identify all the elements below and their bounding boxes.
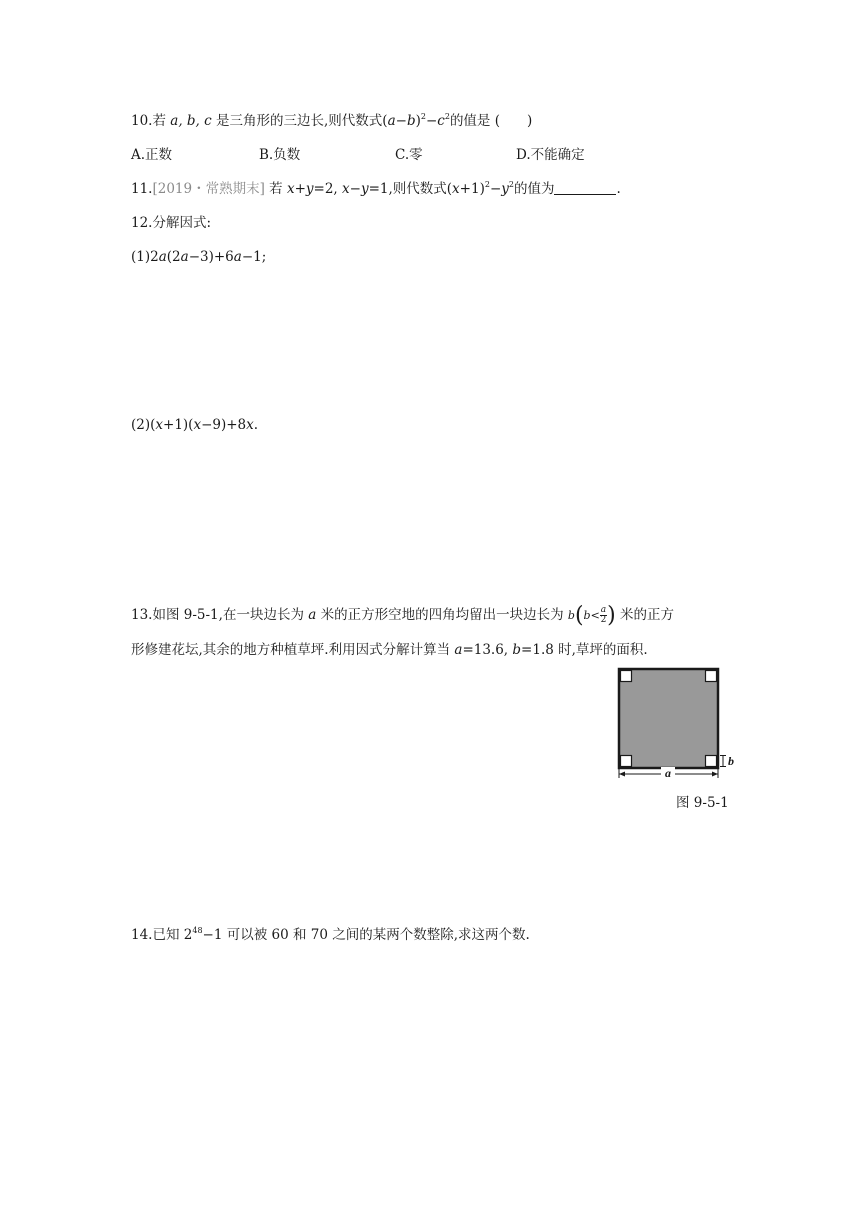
fraction-numerator: a xyxy=(600,605,607,615)
option-a[interactable]: A.正数 xyxy=(131,147,173,163)
q12-text: . xyxy=(253,417,259,433)
q10-paren: ) xyxy=(415,113,421,129)
q14-exponent: 48 xyxy=(192,926,203,935)
q11-var-x: x xyxy=(452,181,460,197)
arrow-left-icon xyxy=(619,772,625,777)
square-lawn-figure xyxy=(616,666,736,784)
corner-flowerbed xyxy=(706,671,717,682)
q10-minus: − xyxy=(395,113,407,129)
question-14-stem xyxy=(131,926,530,944)
q13-text: 13.如图 9-5-1,在一块边长为 xyxy=(131,607,309,623)
label-a: a xyxy=(665,766,671,780)
q10-var-a: a xyxy=(387,113,396,129)
option-d[interactable]: D.不能确定 xyxy=(516,147,585,163)
q10-text: 若 xyxy=(152,113,171,129)
source-tag: [2019・常熟期末] xyxy=(152,181,265,197)
q11-text: 的值为 xyxy=(513,181,555,197)
corner-flowerbed xyxy=(621,756,632,767)
q12-var: a xyxy=(180,249,189,265)
q13-text: 形修建花坛,其余的地方种植草坪.利用因式分解计算当 xyxy=(131,642,455,658)
q11-expr: x−y xyxy=(342,181,369,197)
question-12-part-1 xyxy=(131,248,266,266)
option-c[interactable]: C.零 xyxy=(395,147,423,163)
q13-text: =1.8 时,草坪的面积. xyxy=(521,642,648,658)
figure-caption: 图 9-5-1 xyxy=(676,795,729,811)
corner-flowerbed xyxy=(706,756,717,767)
q10-exponent: 2 xyxy=(420,112,426,121)
q13-paren-open: ( xyxy=(574,603,584,628)
q12-text: (2)( xyxy=(131,417,156,433)
q13-var: b xyxy=(567,609,575,622)
q11-text: =1,则代数式( xyxy=(368,181,453,197)
q14-text: 14.已知 2 xyxy=(131,927,193,943)
q10-minus: − xyxy=(425,113,438,129)
q11-var-y: y xyxy=(501,181,509,197)
corner-flowerbed xyxy=(621,671,632,682)
question-10-stem xyxy=(131,112,532,130)
question-13-line-2 xyxy=(131,641,648,659)
question-12-part-2 xyxy=(131,416,258,434)
q12-text: (2 xyxy=(166,249,181,265)
fraction-denominator: 2 xyxy=(600,615,607,625)
q12-var: a xyxy=(233,249,242,265)
q11-period: . xyxy=(616,181,621,197)
q13-paren-close: ) xyxy=(607,603,616,628)
lawn-square xyxy=(619,669,718,768)
q13-text: 米的正方形空地的四角均留出一块边长为 xyxy=(316,607,568,623)
question-11-stem xyxy=(131,180,621,198)
q10-var-b: b xyxy=(406,113,416,129)
q11-text: =2, xyxy=(313,181,343,197)
q12-var: x xyxy=(155,417,164,433)
q11-exponent: 2 xyxy=(484,180,490,189)
q12-text: (1)2 xyxy=(131,249,159,265)
q10-exponent: 2 xyxy=(444,112,450,121)
q10-var-c: c xyxy=(437,113,445,129)
q13-text: =13.6, xyxy=(462,642,513,658)
q11-minus: − xyxy=(489,181,502,197)
q10-text: 是三角形的三边长,则代数式( xyxy=(211,113,388,129)
q11-number: 11. xyxy=(131,181,153,197)
q12-text: +1)( xyxy=(163,417,194,433)
q12-var: x xyxy=(246,417,254,433)
q14-text: −1 可以被 60 和 70 之间的某两个数整除,求这两个数. xyxy=(202,927,530,943)
question-10-options xyxy=(131,146,731,164)
q13-var: a xyxy=(308,607,317,623)
q11-expr: x+y xyxy=(286,181,314,197)
q11-exponent: 2 xyxy=(508,180,514,189)
answer-blank[interactable] xyxy=(554,180,616,195)
label-b: b xyxy=(728,754,734,768)
q10-number: 10. xyxy=(131,113,153,129)
q13-text: 米的正方 xyxy=(615,607,675,623)
q10-text: 的值是 ( ) xyxy=(449,113,533,129)
q12-var: x xyxy=(193,417,202,433)
q13-var: a xyxy=(454,642,463,658)
q13-var: b xyxy=(512,642,522,658)
option-b[interactable]: B.负数 xyxy=(259,147,301,163)
q10-variables: a, b, c xyxy=(170,113,212,129)
q11-text: 若 xyxy=(264,181,287,197)
q12-text: −9)+8 xyxy=(201,417,247,433)
q12-text: −3)+6 xyxy=(188,249,234,265)
q12-var: a xyxy=(158,249,167,265)
question-12-title: 12.分解因式: xyxy=(131,215,212,231)
q11-text: +1) xyxy=(459,181,485,197)
q12-text: −1; xyxy=(241,249,267,265)
arrow-right-icon xyxy=(712,772,718,777)
question-13-line-1 xyxy=(131,603,675,628)
q13-condition: b< xyxy=(583,609,600,622)
